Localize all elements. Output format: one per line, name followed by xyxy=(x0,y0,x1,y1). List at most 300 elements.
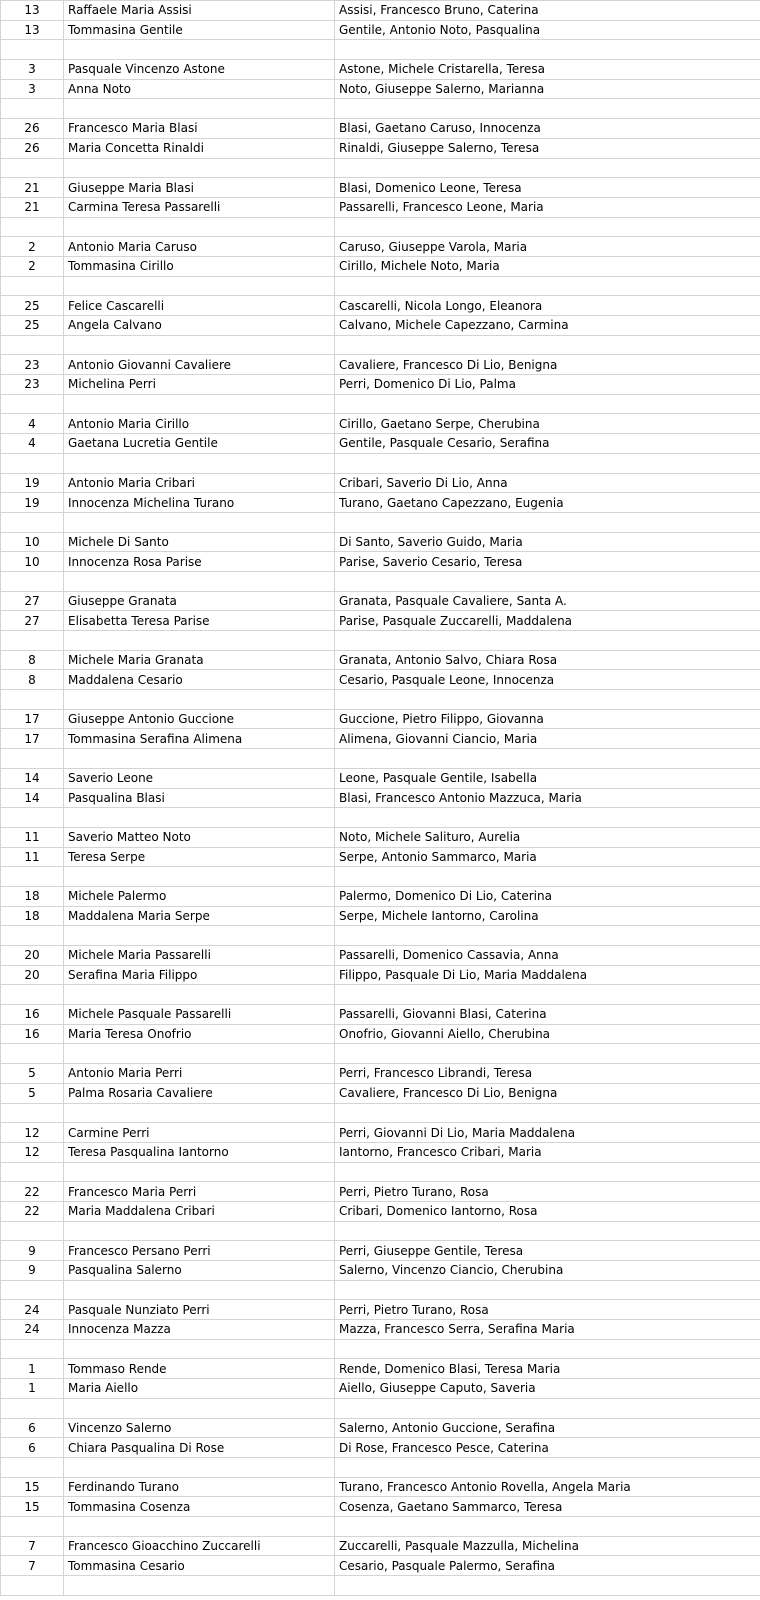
couple-number-cell[interactable]: 22 xyxy=(1,1182,64,1202)
person-name-cell[interactable]: Maddalena Maria Serpe xyxy=(64,906,335,926)
parents-cell[interactable] xyxy=(335,1103,760,1123)
person-name-cell[interactable]: Francesco Maria Blasi xyxy=(64,119,335,139)
couple-number-cell[interactable]: 5 xyxy=(1,1064,64,1084)
person-name-cell[interactable]: Anna Noto xyxy=(64,79,335,99)
parents-cell[interactable] xyxy=(335,217,760,237)
parents-cell[interactable] xyxy=(335,1221,760,1241)
table-row xyxy=(1,79,760,99)
couple-number-cell[interactable]: 23 xyxy=(1,355,64,375)
parents-cell[interactable]: Cavaliere, Francesco Di Lio, Benigna xyxy=(335,355,760,375)
couple-number-cell[interactable]: 6 xyxy=(1,1418,64,1438)
parents-cell[interactable]: Granata, Pasquale Cavaliere, Santa A. xyxy=(335,591,760,611)
table-row xyxy=(1,1359,760,1379)
parents-cell[interactable] xyxy=(335,1516,760,1536)
parents-cell[interactable] xyxy=(335,1280,760,1300)
person-name-cell[interactable] xyxy=(64,512,335,532)
parents-cell[interactable] xyxy=(335,335,760,355)
person-name-cell[interactable]: Innocenza Rosa Parise xyxy=(64,552,335,572)
couple-number-cell[interactable]: 11 xyxy=(1,827,64,847)
table-row xyxy=(1,434,760,454)
table-row xyxy=(1,670,760,690)
person-name-cell[interactable] xyxy=(64,690,335,710)
parents-cell[interactable] xyxy=(335,512,760,532)
person-name-cell[interactable] xyxy=(64,985,335,1005)
parents-cell[interactable] xyxy=(335,1044,760,1064)
person-name-cell[interactable] xyxy=(64,1162,335,1182)
table-row xyxy=(1,847,760,867)
couple-number-cell[interactable] xyxy=(1,1044,64,1064)
couple-number-cell[interactable]: 13 xyxy=(1,1,64,21)
table-row xyxy=(1,1221,760,1241)
couple-number-cell[interactable]: 27 xyxy=(1,611,64,631)
parents-cell[interactable]: Noto, Michele Salituro, Aurelia xyxy=(335,827,760,847)
person-name-cell[interactable]: Giuseppe Granata xyxy=(64,591,335,611)
person-name-cell[interactable] xyxy=(64,1339,335,1359)
couple-number-cell[interactable]: 26 xyxy=(1,119,64,139)
person-name-cell[interactable]: Tommasina Gentile xyxy=(64,20,335,40)
parents-cell[interactable]: Cirillo, Gaetano Serpe, Cherubina xyxy=(335,414,760,434)
parents-cell[interactable]: Perri, Pietro Turano, Rosa xyxy=(335,1300,760,1320)
couple-number-cell[interactable]: 15 xyxy=(1,1497,64,1517)
couple-number-cell[interactable] xyxy=(1,99,64,119)
person-name-cell[interactable]: Giuseppe Maria Blasi xyxy=(64,178,335,198)
couple-number-cell[interactable]: 17 xyxy=(1,729,64,749)
table-row xyxy=(1,394,760,414)
couple-number-cell[interactable]: 8 xyxy=(1,670,64,690)
parents-cell[interactable]: Gentile, Antonio Noto, Pasqualina xyxy=(335,20,760,40)
person-name-cell[interactable]: Tommasina Cirillo xyxy=(64,256,335,276)
table-row xyxy=(1,1,760,21)
couple-number-cell[interactable]: 9 xyxy=(1,1241,64,1261)
couple-number-cell[interactable]: 9 xyxy=(1,1261,64,1281)
person-name-cell[interactable] xyxy=(64,453,335,473)
couple-number-cell[interactable]: 13 xyxy=(1,20,64,40)
parents-cell[interactable]: Cavaliere, Francesco Di Lio, Benigna xyxy=(335,1083,760,1103)
table-row xyxy=(1,946,760,966)
table-row xyxy=(1,414,760,434)
couple-number-cell[interactable]: 10 xyxy=(1,552,64,572)
person-name-cell[interactable] xyxy=(64,217,335,237)
table-row xyxy=(1,20,760,40)
couple-number-cell[interactable]: 6 xyxy=(1,1438,64,1458)
person-name-cell[interactable] xyxy=(64,1576,335,1596)
parents-cell[interactable]: Palermo, Domenico Di Lio, Caterina xyxy=(335,886,760,906)
couple-number-cell[interactable]: 20 xyxy=(1,946,64,966)
couple-number-cell[interactable] xyxy=(1,867,64,887)
couple-number-cell[interactable] xyxy=(1,512,64,532)
couple-number-cell[interactable]: 25 xyxy=(1,316,64,336)
parents-cell[interactable] xyxy=(335,1576,760,1596)
parents-cell[interactable]: Mazza, Francesco Serra, Serafina Maria xyxy=(335,1320,760,1340)
table-row xyxy=(1,1064,760,1084)
couple-number-cell[interactable]: 24 xyxy=(1,1300,64,1320)
couple-number-cell[interactable] xyxy=(1,985,64,1005)
parents-cell[interactable]: Blasi, Francesco Antonio Mazzuca, Maria xyxy=(335,788,760,808)
parents-cell[interactable]: Alimena, Giovanni Ciancio, Maria xyxy=(335,729,760,749)
person-name-cell[interactable] xyxy=(64,1280,335,1300)
table-row xyxy=(1,1300,760,1320)
person-name-cell[interactable]: Giuseppe Antonio Guccione xyxy=(64,709,335,729)
table-row xyxy=(1,1320,760,1340)
person-name-cell[interactable]: Antonio Maria Perri xyxy=(64,1064,335,1084)
parents-cell[interactable]: Assisi, Francesco Bruno, Caterina xyxy=(335,1,760,21)
couple-number-cell[interactable]: 1 xyxy=(1,1359,64,1379)
couple-number-cell[interactable]: 5 xyxy=(1,1083,64,1103)
person-name-cell[interactable]: Felice Cascarelli xyxy=(64,296,335,316)
table-row xyxy=(1,453,760,473)
person-name-cell[interactable]: Elisabetta Teresa Parise xyxy=(64,611,335,631)
couple-number-cell[interactable] xyxy=(1,453,64,473)
couple-number-cell[interactable] xyxy=(1,1576,64,1596)
parents-cell[interactable]: Turano, Francesco Antonio Rovella, Angela Maria xyxy=(335,1477,760,1497)
couple-number-cell[interactable]: 15 xyxy=(1,1477,64,1497)
table-body xyxy=(1,1,760,1596)
table-row xyxy=(1,532,760,552)
parents-cell[interactable]: Perri, Pietro Turano, Rosa xyxy=(335,1182,760,1202)
person-name-cell[interactable]: Maria Aiello xyxy=(64,1379,335,1399)
parents-cell[interactable] xyxy=(335,158,760,178)
person-name-cell[interactable] xyxy=(64,1221,335,1241)
person-name-cell[interactable]: Michele Pasquale Passarelli xyxy=(64,1005,335,1025)
table-row xyxy=(1,1418,760,1438)
parents-cell[interactable]: Cascarelli, Nicola Longo, Eleanora xyxy=(335,296,760,316)
table-row xyxy=(1,1398,760,1418)
table-row xyxy=(1,1261,760,1281)
couple-number-cell[interactable]: 25 xyxy=(1,296,64,316)
person-name-cell[interactable]: Carmine Perri xyxy=(64,1123,335,1143)
couple-number-cell[interactable] xyxy=(1,158,64,178)
parents-cell[interactable]: Aiello, Giuseppe Caputo, Saveria xyxy=(335,1379,760,1399)
person-name-cell[interactable] xyxy=(64,749,335,769)
table-row xyxy=(1,1162,760,1182)
couple-number-cell[interactable]: 18 xyxy=(1,906,64,926)
parents-cell[interactable]: Passarelli, Francesco Leone, Maria xyxy=(335,197,760,217)
couple-number-cell[interactable] xyxy=(1,808,64,828)
parents-cell[interactable]: Onofrio, Giovanni Aiello, Cherubina xyxy=(335,1024,760,1044)
parents-cell[interactable]: Guccione, Pietro Filippo, Giovanna xyxy=(335,709,760,729)
parents-cell[interactable]: Perri, Domenico Di Lio, Palma xyxy=(335,375,760,395)
person-name-cell[interactable]: Pasquale Nunziato Perri xyxy=(64,1300,335,1320)
couple-number-cell[interactable]: 14 xyxy=(1,788,64,808)
parents-cell[interactable]: Cesario, Pasquale Palermo, Serafina xyxy=(335,1556,760,1576)
table-row xyxy=(1,40,760,60)
person-name-cell[interactable] xyxy=(64,40,335,60)
couple-number-cell[interactable]: 19 xyxy=(1,493,64,513)
person-name-cell[interactable] xyxy=(64,276,335,296)
person-name-cell[interactable] xyxy=(64,926,335,946)
couple-number-cell[interactable] xyxy=(1,1457,64,1477)
table-row xyxy=(1,178,760,198)
parents-cell[interactable]: Calvano, Michele Capezzano, Carmina xyxy=(335,316,760,336)
parents-cell[interactable]: Filippo, Pasquale Di Lio, Maria Maddalena xyxy=(335,965,760,985)
person-name-cell[interactable]: Michele Maria Passarelli xyxy=(64,946,335,966)
couple-number-cell[interactable]: 20 xyxy=(1,965,64,985)
person-name-cell[interactable]: Innocenza Mazza xyxy=(64,1320,335,1340)
couple-number-cell[interactable]: 21 xyxy=(1,197,64,217)
couple-number-cell[interactable] xyxy=(1,1516,64,1536)
parents-cell[interactable] xyxy=(335,1339,760,1359)
couple-number-cell[interactable]: 16 xyxy=(1,1005,64,1025)
couple-number-cell[interactable]: 16 xyxy=(1,1024,64,1044)
parents-cell[interactable] xyxy=(335,99,760,119)
person-name-cell[interactable]: Saverio Matteo Noto xyxy=(64,827,335,847)
couple-number-cell[interactable]: 26 xyxy=(1,138,64,158)
person-name-cell[interactable]: Antonio Maria Cirillo xyxy=(64,414,335,434)
table-row xyxy=(1,375,760,395)
person-name-cell[interactable]: Tommasina Cosenza xyxy=(64,1497,335,1517)
person-name-cell[interactable]: Francesco Persano Perri xyxy=(64,1241,335,1261)
couple-number-cell[interactable] xyxy=(1,1162,64,1182)
person-name-cell[interactable]: Antonio Maria Caruso xyxy=(64,237,335,257)
couple-number-cell[interactable] xyxy=(1,40,64,60)
person-name-cell[interactable]: Saverio Leone xyxy=(64,768,335,788)
parents-cell[interactable] xyxy=(335,749,760,769)
table-row xyxy=(1,650,760,670)
parents-cell[interactable] xyxy=(335,867,760,887)
table-row xyxy=(1,867,760,887)
person-name-cell[interactable]: Serafina Maria Filippo xyxy=(64,965,335,985)
parents-cell[interactable]: Iantorno, Francesco Cribari, Maria xyxy=(335,1142,760,1162)
parents-cell[interactable]: Zuccarelli, Pasquale Mazzulla, Michelina xyxy=(335,1536,760,1556)
parents-cell[interactable]: Astone, Michele Cristarella, Teresa xyxy=(335,60,760,80)
couple-number-cell[interactable]: 23 xyxy=(1,375,64,395)
couple-number-cell[interactable]: 19 xyxy=(1,473,64,493)
table-row xyxy=(1,158,760,178)
table-row xyxy=(1,827,760,847)
person-name-cell[interactable]: Maddalena Cesario xyxy=(64,670,335,690)
parents-cell[interactable]: Noto, Giuseppe Salerno, Marianna xyxy=(335,79,760,99)
parents-cell[interactable]: Parise, Saverio Cesario, Teresa xyxy=(335,552,760,572)
person-name-cell[interactable]: Teresa Serpe xyxy=(64,847,335,867)
parents-cell[interactable] xyxy=(335,808,760,828)
table-row xyxy=(1,197,760,217)
table-row xyxy=(1,906,760,926)
table-row xyxy=(1,1339,760,1359)
table-row xyxy=(1,1142,760,1162)
person-name-cell[interactable]: Maria Teresa Onofrio xyxy=(64,1024,335,1044)
person-name-cell[interactable] xyxy=(64,808,335,828)
couple-number-cell[interactable]: 11 xyxy=(1,847,64,867)
person-name-cell[interactable] xyxy=(64,1457,335,1477)
person-name-cell[interactable]: Michele Di Santo xyxy=(64,532,335,552)
parents-cell[interactable] xyxy=(335,690,760,710)
person-name-cell[interactable] xyxy=(64,158,335,178)
table-row xyxy=(1,965,760,985)
person-name-cell[interactable]: Antonio Maria Cribari xyxy=(64,473,335,493)
couple-number-cell[interactable] xyxy=(1,1398,64,1418)
person-name-cell[interactable]: Carmina Teresa Passarelli xyxy=(64,197,335,217)
person-name-cell[interactable] xyxy=(64,1103,335,1123)
table-row xyxy=(1,276,760,296)
couple-number-cell[interactable]: 12 xyxy=(1,1123,64,1143)
couple-number-cell[interactable] xyxy=(1,1339,64,1359)
couple-number-cell[interactable] xyxy=(1,631,64,651)
couple-number-cell[interactable]: 4 xyxy=(1,414,64,434)
person-name-cell[interactable]: Pasqualina Blasi xyxy=(64,788,335,808)
couple-number-cell[interactable] xyxy=(1,1280,64,1300)
couple-number-cell[interactable]: 3 xyxy=(1,79,64,99)
table-row xyxy=(1,256,760,276)
couple-number-cell[interactable]: 10 xyxy=(1,532,64,552)
person-name-cell[interactable]: Maria Maddalena Cribari xyxy=(64,1201,335,1221)
person-name-cell[interactable] xyxy=(64,335,335,355)
parents-cell[interactable]: Rinaldi, Giuseppe Salerno, Teresa xyxy=(335,138,760,158)
parents-cell[interactable]: Passarelli, Giovanni Blasi, Caterina xyxy=(335,1005,760,1025)
couple-number-cell[interactable] xyxy=(1,1103,64,1123)
table-row xyxy=(1,119,760,139)
parents-cell[interactable] xyxy=(335,1457,760,1477)
parents-cell[interactable]: Di Rose, Francesco Pesce, Caterina xyxy=(335,1438,760,1458)
parents-cell[interactable]: Salerno, Antonio Guccione, Serafina xyxy=(335,1418,760,1438)
person-name-cell[interactable]: Chiara Pasqualina Di Rose xyxy=(64,1438,335,1458)
couple-number-cell[interactable]: 2 xyxy=(1,256,64,276)
table-row xyxy=(1,316,760,336)
parents-cell[interactable]: Cirillo, Michele Noto, Maria xyxy=(335,256,760,276)
couple-number-cell[interactable]: 18 xyxy=(1,886,64,906)
couple-number-cell[interactable] xyxy=(1,1221,64,1241)
parents-cell[interactable] xyxy=(335,453,760,473)
parents-cell[interactable] xyxy=(335,571,760,591)
parents-cell[interactable]: Passarelli, Domenico Cassavia, Anna xyxy=(335,946,760,966)
parents-cell[interactable]: Serpe, Michele Iantorno, Carolina xyxy=(335,906,760,926)
person-name-cell[interactable]: Innocenza Michelina Turano xyxy=(64,493,335,513)
parents-cell[interactable]: Cosenza, Gaetano Sammarco, Teresa xyxy=(335,1497,760,1517)
person-name-cell[interactable] xyxy=(64,99,335,119)
person-name-cell[interactable]: Michele Maria Granata xyxy=(64,650,335,670)
couple-number-cell[interactable]: 14 xyxy=(1,768,64,788)
table-row xyxy=(1,1083,760,1103)
couple-number-cell[interactable]: 7 xyxy=(1,1536,64,1556)
parents-cell[interactable]: Cesario, Pasquale Leone, Innocenza xyxy=(335,670,760,690)
couple-number-cell[interactable]: 7 xyxy=(1,1556,64,1576)
table-row xyxy=(1,1438,760,1458)
couple-number-cell[interactable] xyxy=(1,571,64,591)
person-name-cell[interactable]: Angela Calvano xyxy=(64,316,335,336)
parents-cell[interactable]: Turano, Gaetano Capezzano, Eugenia xyxy=(335,493,760,513)
person-name-cell[interactable]: Maria Concetta Rinaldi xyxy=(64,138,335,158)
person-name-cell[interactable]: Michelina Perri xyxy=(64,375,335,395)
parents-cell[interactable]: Granata, Antonio Salvo, Chiara Rosa xyxy=(335,650,760,670)
person-name-cell[interactable]: Pasquale Vincenzo Astone xyxy=(64,60,335,80)
parents-cell[interactable] xyxy=(335,40,760,60)
parents-cell[interactable]: Leone, Pasquale Gentile, Isabella xyxy=(335,768,760,788)
couple-number-cell[interactable]: 2 xyxy=(1,237,64,257)
person-name-cell[interactable]: Raffaele Maria Assisi xyxy=(64,1,335,21)
couple-number-cell[interactable]: 8 xyxy=(1,650,64,670)
parents-cell[interactable] xyxy=(335,276,760,296)
table-row xyxy=(1,1280,760,1300)
person-name-cell[interactable]: Tommasina Cesario xyxy=(64,1556,335,1576)
parents-cell[interactable] xyxy=(335,985,760,1005)
table-row xyxy=(1,1477,760,1497)
couple-number-cell[interactable]: 1 xyxy=(1,1379,64,1399)
parents-cell[interactable]: Serpe, Antonio Sammarco, Maria xyxy=(335,847,760,867)
table-row xyxy=(1,296,760,316)
person-name-cell[interactable]: Tommasina Serafina Alimena xyxy=(64,729,335,749)
person-name-cell[interactable]: Ferdinando Turano xyxy=(64,1477,335,1497)
table-row xyxy=(1,1123,760,1143)
parents-cell[interactable]: Blasi, Gaetano Caruso, Innocenza xyxy=(335,119,760,139)
table-row xyxy=(1,729,760,749)
couple-number-cell[interactable]: 27 xyxy=(1,591,64,611)
parents-cell[interactable]: Parise, Pasquale Zuccarelli, Maddalena xyxy=(335,611,760,631)
person-name-cell[interactable]: Pasqualina Salerno xyxy=(64,1261,335,1281)
couple-number-cell[interactable]: 21 xyxy=(1,178,64,198)
table-row xyxy=(1,1241,760,1261)
parents-cell[interactable]: Perri, Giuseppe Gentile, Teresa xyxy=(335,1241,760,1261)
person-name-cell[interactable] xyxy=(64,1398,335,1418)
table-row xyxy=(1,138,760,158)
couple-number-cell[interactable] xyxy=(1,926,64,946)
parents-cell[interactable] xyxy=(335,1162,760,1182)
table-row xyxy=(1,1379,760,1399)
couple-number-cell[interactable] xyxy=(1,690,64,710)
table-row xyxy=(1,237,760,257)
couple-number-cell[interactable]: 24 xyxy=(1,1320,64,1340)
person-name-cell[interactable]: Palma Rosaria Cavaliere xyxy=(64,1083,335,1103)
parents-cell[interactable]: Perri, Giovanni Di Lio, Maria Maddalena xyxy=(335,1123,760,1143)
table-row xyxy=(1,1103,760,1123)
person-name-cell[interactable]: Michele Palermo xyxy=(64,886,335,906)
table-row xyxy=(1,709,760,729)
person-name-cell[interactable]: Francesco Maria Perri xyxy=(64,1182,335,1202)
person-name-cell[interactable] xyxy=(64,867,335,887)
couple-number-cell[interactable] xyxy=(1,217,64,237)
parents-cell[interactable]: Gentile, Pasquale Cesario, Serafina xyxy=(335,434,760,454)
person-name-cell[interactable] xyxy=(64,1516,335,1536)
parents-cell[interactable]: Cribari, Domenico Iantorno, Rosa xyxy=(335,1201,760,1221)
person-name-cell[interactable]: Gaetana Lucretia Gentile xyxy=(64,434,335,454)
person-name-cell[interactable]: Antonio Giovanni Cavaliere xyxy=(64,355,335,375)
parents-cell[interactable]: Rende, Domenico Blasi, Teresa Maria xyxy=(335,1359,760,1379)
parents-cell[interactable]: Salerno, Vincenzo Ciancio, Cherubina xyxy=(335,1261,760,1281)
table-row xyxy=(1,690,760,710)
couple-number-cell[interactable]: 17 xyxy=(1,709,64,729)
table-row xyxy=(1,985,760,1005)
parents-cell[interactable]: Di Santo, Saverio Guido, Maria xyxy=(335,532,760,552)
person-name-cell[interactable] xyxy=(64,1044,335,1064)
couple-number-cell[interactable]: 4 xyxy=(1,434,64,454)
table-row xyxy=(1,217,760,237)
table-row xyxy=(1,1005,760,1025)
couple-number-cell[interactable]: 12 xyxy=(1,1142,64,1162)
table-row xyxy=(1,571,760,591)
parents-cell[interactable] xyxy=(335,394,760,414)
person-name-cell[interactable]: Tommaso Rende xyxy=(64,1359,335,1379)
couple-number-cell[interactable]: 3 xyxy=(1,60,64,80)
couple-number-cell[interactable] xyxy=(1,749,64,769)
parents-cell[interactable] xyxy=(335,926,760,946)
person-name-cell[interactable]: Vincenzo Salerno xyxy=(64,1418,335,1438)
couple-number-cell[interactable] xyxy=(1,335,64,355)
parents-cell[interactable]: Perri, Francesco Librandi, Teresa xyxy=(335,1064,760,1084)
couple-number-cell[interactable] xyxy=(1,276,64,296)
parents-cell[interactable] xyxy=(335,1398,760,1418)
couple-number-cell[interactable] xyxy=(1,394,64,414)
person-name-cell[interactable] xyxy=(64,571,335,591)
person-name-cell[interactable]: Teresa Pasqualina Iantorno xyxy=(64,1142,335,1162)
parents-cell[interactable]: Cribari, Saverio Di Lio, Anna xyxy=(335,473,760,493)
person-name-cell[interactable] xyxy=(64,394,335,414)
table-row xyxy=(1,1497,760,1517)
parents-cell[interactable]: Blasi, Domenico Leone, Teresa xyxy=(335,178,760,198)
person-name-cell[interactable] xyxy=(64,631,335,651)
parents-cell[interactable]: Caruso, Giuseppe Varola, Maria xyxy=(335,237,760,257)
person-name-cell[interactable]: Francesco Gioacchino Zuccarelli xyxy=(64,1536,335,1556)
table-row xyxy=(1,1457,760,1477)
couple-number-cell[interactable]: 22 xyxy=(1,1201,64,1221)
parents-cell[interactable] xyxy=(335,631,760,651)
